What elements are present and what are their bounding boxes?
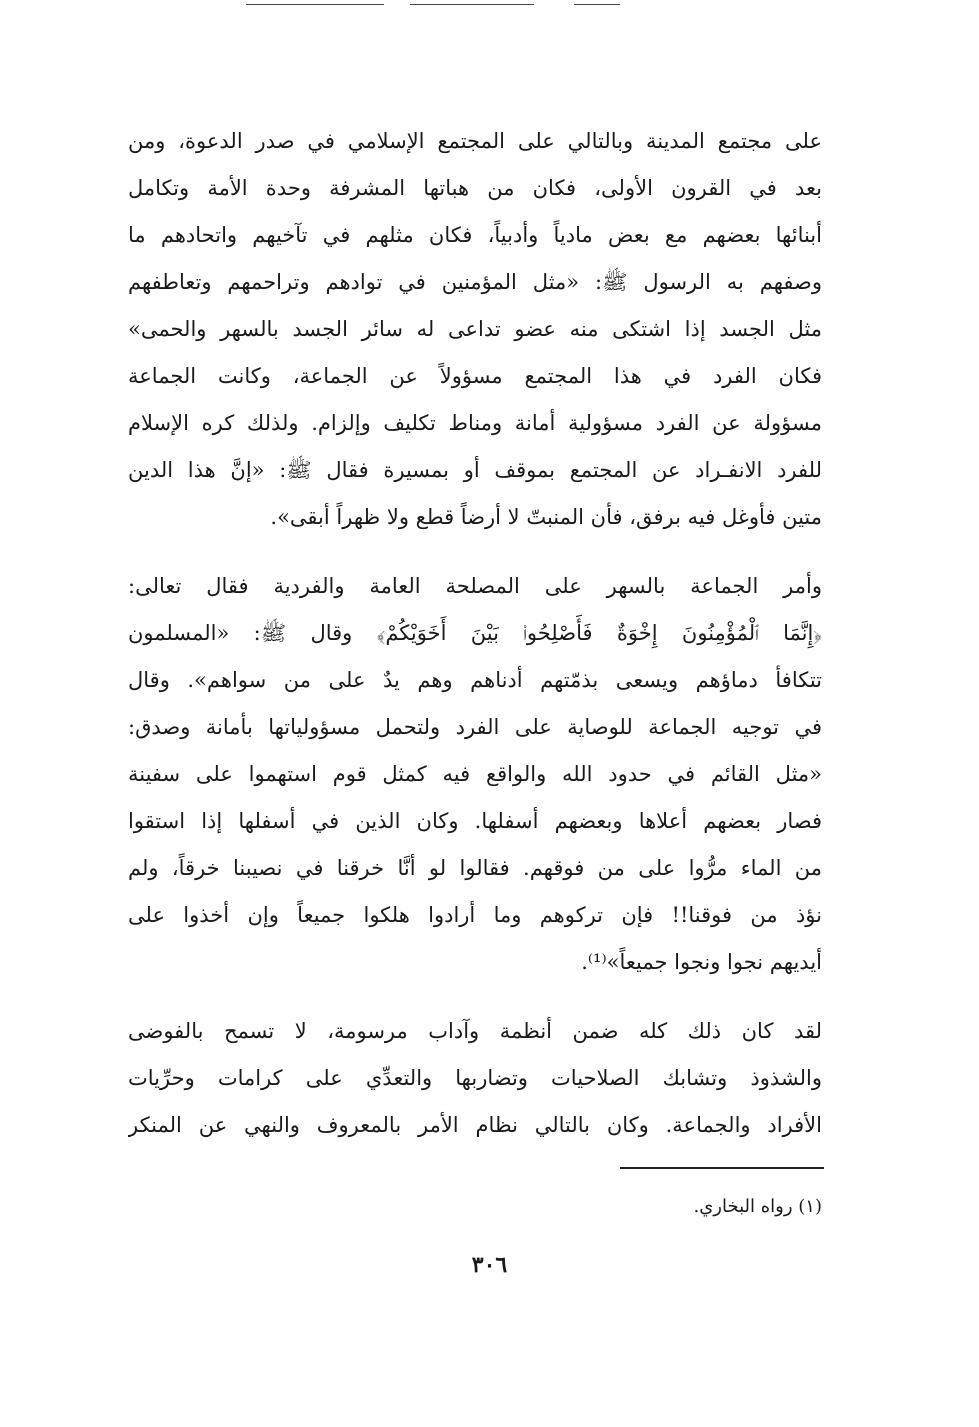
text-line: بعد في القرون الأولى، فكان من هباتها المشرفة وحدة الأمة وتكامل	[128, 176, 822, 200]
text-line: فكان الفرد في هذا المجتمع مسؤولاً عن الجماعة، وكانت الجماعة	[128, 364, 822, 388]
text-line: للفرد الانفـراد عن المجتمع بموقف أو بمسيرة فقال ﷺ: «إنَّ هذا الدين	[128, 458, 822, 482]
text-line: «مثل القائم في حدود الله والواقع فيه كمثل قوم استهموا على سفينة	[128, 762, 822, 786]
body-text	[128, 118, 822, 1149]
text-line: تتكافأ دماؤهم ويسعى بذمّتهم أدناهم وهم يدٌ على من سواهم». وقال	[128, 668, 822, 692]
header-rule-middle	[410, 4, 534, 5]
text-line: فصار بعضهم أعلاها وبعضهم أسفلها. وكان الذين في أسفلها إذا استقوا	[128, 809, 822, 833]
text-line: وأمر الجماعة بالسهر على المصلحة العامة والفردية فقال تعالى:	[128, 574, 822, 598]
header-rule-right	[574, 4, 620, 5]
paragraph-gap	[128, 986, 822, 1008]
paragraph-3	[128, 1008, 822, 1149]
text-line: الأفراد والجماعة. وكان بالتالي نظام الأمر بالمعروف والنهي عن المنكر	[128, 1113, 822, 1137]
text-line: نؤذ من فوقنا!! فإن تركوهم وما أرادوا هلكوا جميعاً وإن أخذوا على	[128, 903, 822, 927]
text-line: ﴿إِنَّمَا ٱلْمُؤْمِنُونَ إِخْوَةٌ فَأَصْلِحُوا۟ بَيْنَ أَخَوَيْكُمْ﴾ وقال ﷺ: «المسلمون	[128, 621, 822, 645]
text-line: من الماء مرُّوا على من فوقهم. فقالوا لو أنَّا خرقنا في نصيبنا خرقاً، ولم	[128, 856, 822, 880]
paragraph-1	[128, 118, 822, 541]
text-line: على مجتمع المدينة وبالتالي على المجتمع الإسلامي في صدر الدعوة، ومن	[128, 129, 822, 153]
text-line: في توجيه الجماعة للوصاية على الفرد ولتحمل مسؤولياتها بأمانة وصدق:	[128, 715, 822, 739]
text-line: وصفهم به الرسول ﷺ: «مثل المؤمنين في توادهم وتراحمهم وتعاطفهم	[128, 270, 822, 294]
footnote-separator	[620, 1167, 824, 1169]
header-rules	[0, 4, 979, 8]
text-line: متين فأوغل فيه برفق، فأن المنبتّ لا أرضاً قطع ولا ظهراً أبقى».	[270, 505, 822, 529]
header-rule-left	[246, 4, 384, 5]
text-line: أبنائها بعضهم مع بعض مادياً وأدبياً، فكان مثلهم في تآخيهم واتحادهم ما	[128, 223, 822, 247]
text-line: مسؤولة عن الفرد مسؤولية أمانة ومناط تكليف وإلزام. ولذلك كره الإسلام	[128, 411, 822, 435]
text-line: مثل الجسد إذا اشتكى منه عضو تداعى له سائر الجسد بالسهر والحمى»	[128, 317, 822, 341]
text-line: لقد كان ذلك كله ضمن أنظمة وآداب مرسومة، لا تسمح بالفوضى	[128, 1019, 822, 1043]
text-line: أيديهم نجوا ونجوا جميعاً»⁽¹⁾.	[581, 950, 822, 974]
page-number: ٣٠٦	[471, 1252, 508, 1278]
text-line: والشذوذ وتشابك الصلاحيات وتضاربها والتعدِّي على كرامات وحرِّيات	[128, 1066, 822, 1090]
footnote: (١) رواه البخاري.	[693, 1196, 822, 1217]
paragraph-2	[128, 563, 822, 986]
paragraph-gap	[128, 541, 822, 563]
